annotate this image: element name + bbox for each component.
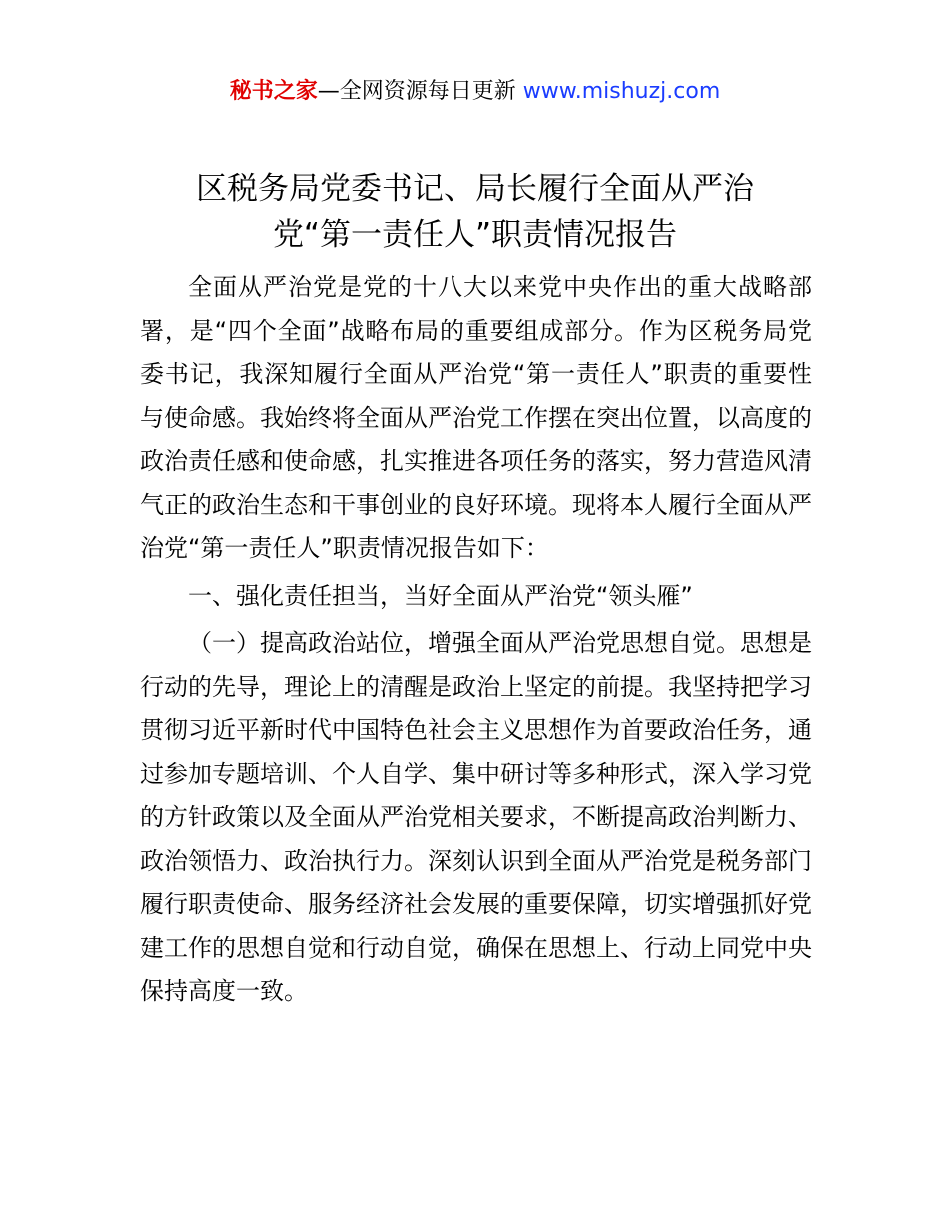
subsection-paragraph-1: （一）提高政治站位，增强全面从严治党思想自觉。思想是行动的先导，理论上的清醒是政治上坚定的前提。我坚持把学习贯彻习近平新时代中国特色社会主义思想作为首要政治任务，通过参加专题培训、个人自学、集中研讨等多种形式，深入学习党的方针政策以及全面从严治党相关要求，不断提高政治判断力、政治领悟力、政治执行力。深刻认识到全面从严治党是税务部门履行职责使命、服务经济社会发展的重要保障，切实增强抓好党建工作的思想自觉和行动自觉，确保在思想上、行动上同党中央保持高度一致。 — [140, 629, 812, 1005]
title-line-1: 区税务局党委书记、局长履行全面从严治 — [196, 171, 754, 207]
title-line-2: 党“第一责任人”职责情况报告 — [272, 217, 678, 253]
intro-paragraph: 全面从严治党是党的十八大以来党中央作出的重大战略部署，是“四个全面”战略布局的重要组成部分。作为区税务局党委书记，我深知履行全面从严治党“第一责任人”职责的重要性与使命感。我始终将全面从严治党工作摆在突出位置，以高度的政治责任感和使命感，扎实推进各项任务的落实，努力营造风清气正的政治生态和干事创业的良好环境。现将本人履行全面从严治党“第一责任人”职责情况报告如下： — [140, 273, 812, 562]
section-heading-1: 一、强化责任担当，当好全面从严治党“领头雁” — [188, 581, 693, 610]
document-body — [140, 266, 812, 1014]
page-header — [0, 76, 950, 108]
website-link[interactable]: www.mishuzj.com — [522, 79, 721, 104]
header-tagline: —全网资源每日更新 — [317, 79, 523, 104]
brand-name: 秘书之家 — [229, 79, 318, 104]
document-title — [140, 166, 810, 258]
